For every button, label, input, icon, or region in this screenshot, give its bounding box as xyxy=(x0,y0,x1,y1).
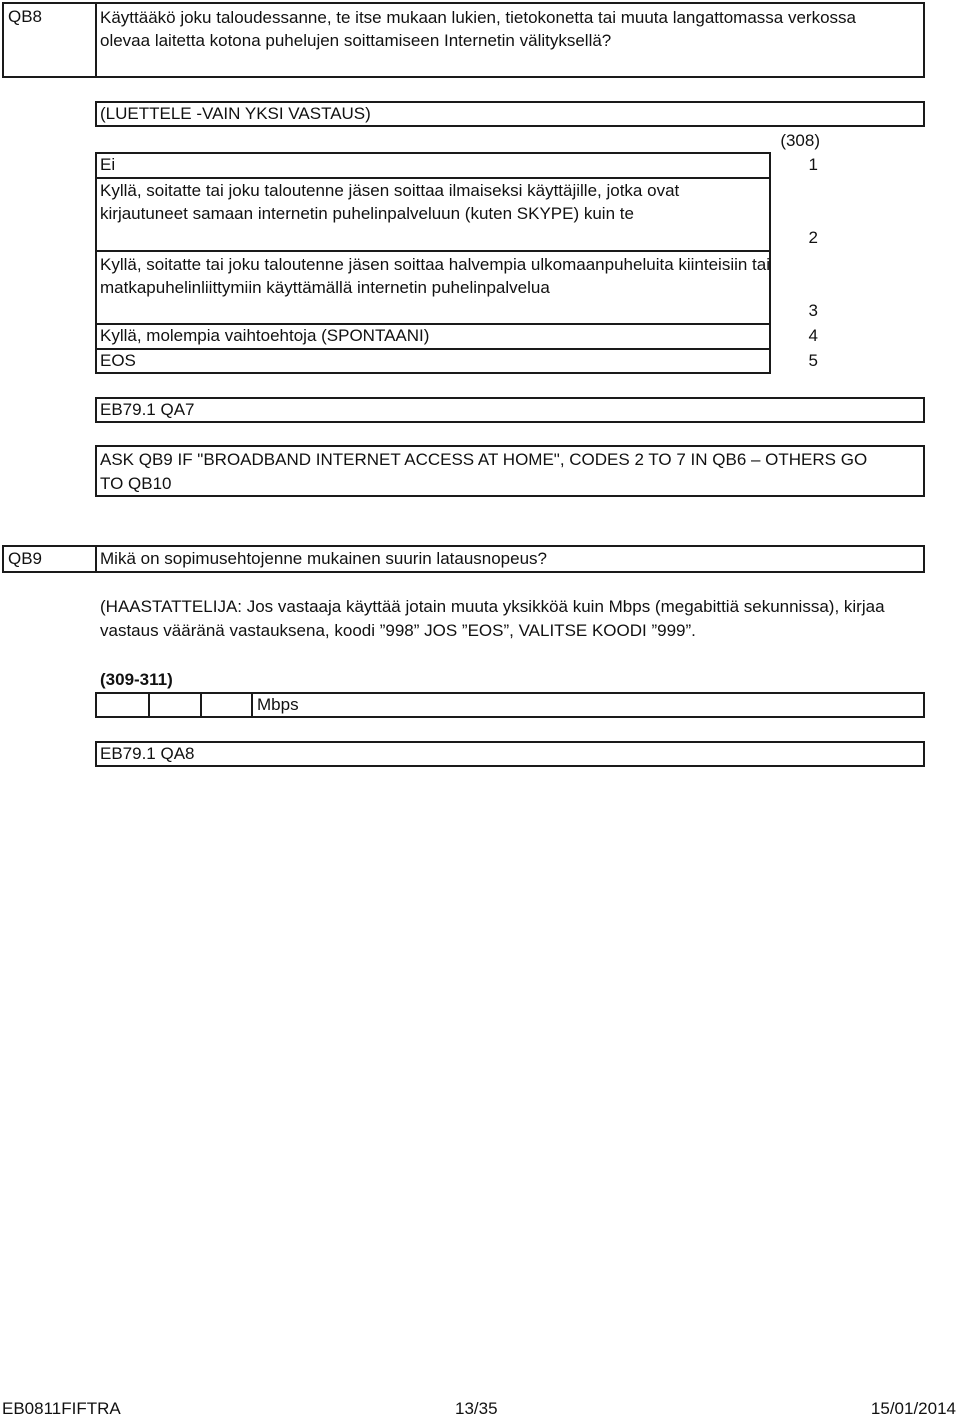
footer-doc-id: EB0811FIFTRA xyxy=(2,1399,121,1418)
qb9-code: QB9 xyxy=(8,549,43,568)
answer-code-5: 5 xyxy=(808,351,818,370)
answer-label-4: Kyllä, molempia vaihtoehtoja (SPONTAANI) xyxy=(100,326,430,345)
answer-label-1: Ei xyxy=(100,155,116,174)
answer-label-3: Kyllä, soitatte tai joku taloutenne jäsen soittaa halvempia ulkomaanpuheluita kiinteisiin tai matkapuhelinliittymiin käyttämällä internetin puhelinpalvelua xyxy=(100,255,771,297)
unit-label: Mbps xyxy=(257,695,299,714)
answer-code-4: 4 xyxy=(808,326,818,345)
qb9-reference-box xyxy=(95,741,925,767)
digit-box-3[interactable] xyxy=(200,692,253,718)
answer-code-1: 1 xyxy=(808,155,818,174)
row-divider xyxy=(95,250,771,252)
unit-box xyxy=(251,692,925,718)
digit-box-2[interactable] xyxy=(148,692,202,718)
answer-label-5: EOS xyxy=(100,351,136,370)
qb8-question: Käyttääkö joku taloudessanne, te itse mukaan lukien, tietokonetta tai muuta langattomassa verkossa olevaa laitetta kotona puhelujen soittamiseen Internetin välityksellä? xyxy=(100,8,857,50)
answer-label-2: Kyllä, soitatte tai joku taloutenne jäsen soittaa ilmaiseksi käyttäjille, jotka ovat kirjautuneet samaan internetin puhelinpalveluun (kuten SKYPE) kuin te xyxy=(100,181,680,223)
footer-page-number: 13/35 xyxy=(455,1399,498,1418)
qb9-instruction: (HAASTATTELIJA: Jos vastaaja käyttää jotain muuta yksikköä kuin Mbps (megabittiä sekunnissa), kirjaa vastaus vääränä vastauksena, koodi ”998” JOS ”EOS”, VALITSE KOODI ”999”. xyxy=(100,597,885,640)
qb8-reference: EB79.1 QA7 xyxy=(100,400,195,419)
answer-code-3: 3 xyxy=(808,301,818,320)
qb9-question: Mikä on sopimusehtojenne mukainen suurin latausnopeus? xyxy=(100,549,548,568)
qb8-reference-box xyxy=(95,397,925,423)
row-divider xyxy=(95,348,771,350)
footer-date: 15/01/2014 xyxy=(870,1399,956,1418)
digit-box-1[interactable] xyxy=(95,692,150,718)
qb8-code: QB8 xyxy=(8,7,43,26)
routing-instruction: ASK QB9 IF "BROADBAND INTERNET ACCESS AT HOME", CODES 2 TO 7 IN QB6 – OTHERS GO TO QB10 xyxy=(100,450,868,493)
qb9-column-ref: (309-311) xyxy=(100,670,173,689)
qb8-instruction: (LUETTELE -VAIN YKSI VASTAUS) xyxy=(100,104,371,123)
qb8-column-ref: (308) xyxy=(780,131,820,150)
answer-code-2: 2 xyxy=(808,228,818,247)
qb9-reference: EB79.1 QA8 xyxy=(100,744,195,763)
